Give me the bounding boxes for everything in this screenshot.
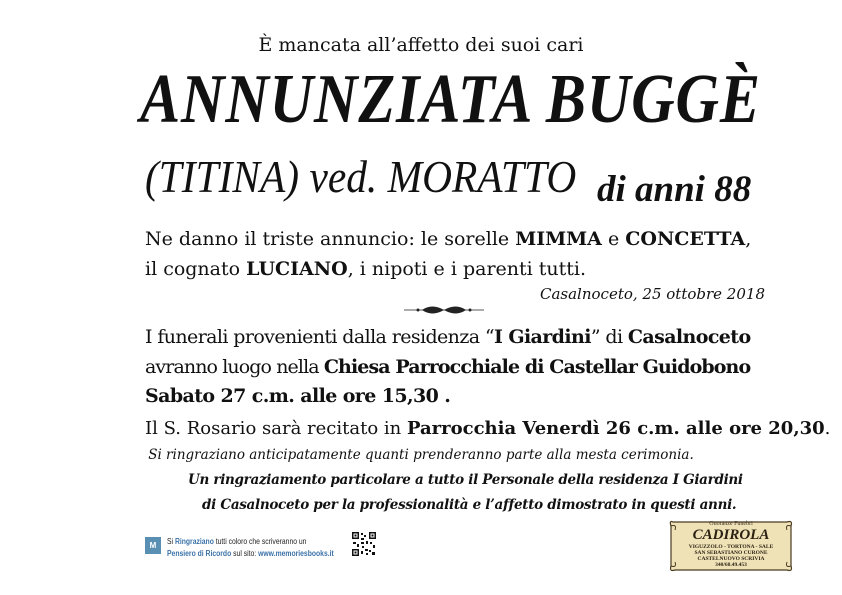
intro-line: È mancata all’affetto dei suoi cari: [258, 34, 584, 56]
thanks-line-1: Si ringraziano anticipatamente quanti prenderanno parte alla mesta cerimonia.: [148, 447, 694, 463]
ornament-divider-icon: [404, 303, 484, 317]
brother-in-law-name: LUCIANO: [246, 258, 348, 280]
thanks-line-2: Un ringraziamento particolare a tutto il Personale della residenza I Giardini: [188, 472, 743, 488]
memories-link[interactable]: www.memoriesbooks.it: [258, 549, 334, 558]
sister-name: MIMMA: [515, 228, 602, 250]
memories-note: Si Ringraziano tutti coloro che scriveranno un Pensiero di Ricordo sul sito: www.memoriesbooks.it: [167, 537, 334, 558]
announce-line-2: il cognato LUCIANO, i nipoti e i parenti tutti.: [145, 258, 587, 280]
funeral-line-3: Sabato 27 c.m. alle ore 15,30 .: [145, 385, 451, 407]
funeral-home-details: VIGUZZOLO - TORTONA - SALE SAN SEBASTIANO CURONE CASTELNUOVO SCRIVIA 340/68.49.453: [688, 544, 774, 568]
funeral-home-name: CADIROLA: [692, 527, 770, 543]
qr-code-icon[interactable]: [352, 532, 376, 556]
place-date: Casalnoceto, 25 ottobre 2018: [540, 285, 765, 303]
memories-logo-icon: M: [145, 537, 161, 554]
sister-name: CONCETTA: [625, 228, 746, 250]
deceased-age: di anni 88: [597, 169, 752, 210]
funeral-line-1: I funerali provenienti dalla residenza “I Giardini” di Casalnoceto: [145, 326, 751, 348]
deceased-name: ANNUNZIATA BUGGÈ: [140, 61, 761, 138]
rosary-line: Il S. Rosario sarà recitato in Parrocchia Venerdì 26 c.m. alle ore 20,30.: [145, 418, 831, 439]
thanks-line-3: di Casalnoceto per la professionalità e l’affetto dimostrato in questi anni.: [202, 497, 737, 513]
funeral-home-label: Onoranze Funebri: [709, 521, 753, 527]
deceased-nickname: (TITINA) ved. MORATTO: [145, 151, 577, 202]
church-name: Chiesa Parrocchiale di Castellar Guidobono: [323, 356, 751, 378]
funeral-line-2: avranno luogo nella Chiesa Parrocchiale di Castellar Guidobono: [145, 356, 751, 378]
announce-line-1: Ne danno il triste annuncio: le sorelle MIMMA e CONCETTA,: [145, 228, 752, 250]
